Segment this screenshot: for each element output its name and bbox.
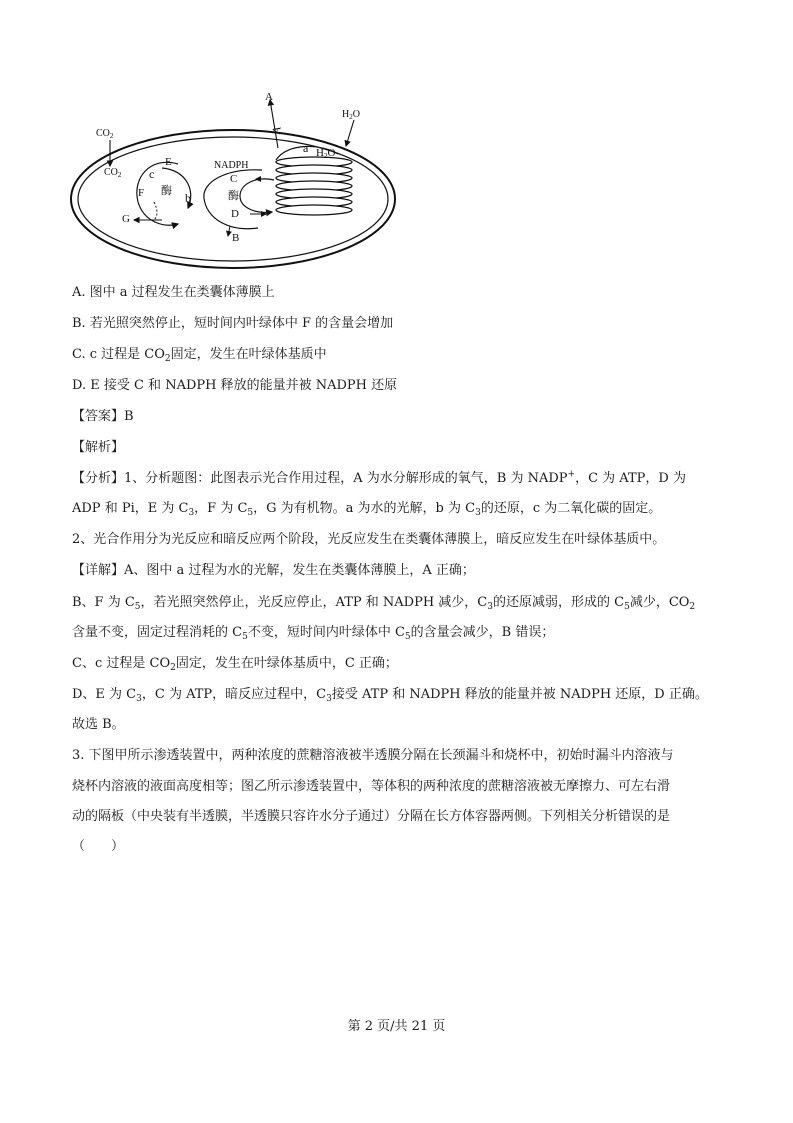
detail-line-4: C、c 过程是 $CO_2$固定，发生在叶绿体基质中，C 正确；: [72, 656, 398, 673]
label-enzyme-1: 酶: [161, 185, 172, 197]
analysis-line-3: 2、光合作用分为光反应和暗反应两个阶段，光反应发生在类囊体薄膜上，暗反应发生在叶绿体基质中。: [72, 532, 666, 547]
option-d: D. E 接受 C 和 NADPH 释放的能量并被 NADPH 还原: [72, 378, 398, 393]
option-b: B. 若光照突然停止，短时间内叶绿体中 F 的含量会增加: [72, 316, 394, 331]
label-c: C: [230, 173, 238, 185]
photosynthesis-diagram: [66, 86, 410, 272]
option-a: A. 图中 a 过程发生在类囊体薄膜上: [72, 285, 275, 300]
label-nadph: NADPH: [214, 160, 249, 171]
option-c: C. c 过程是 $CO_2$固定，发生在叶绿体基质中: [72, 347, 327, 364]
detail-line-1: 【详解】A、图中 a 过程为水的光解，发生在类囊体薄膜上，A 正确；: [72, 563, 475, 578]
label-a-process: a: [303, 141, 309, 155]
analysis-line-1: 【分析】1、分析题图：此图表示光合作用过程，A 为水分解形成的氧气，B 为 NADP+，C 为 ATP，D 为: [72, 469, 686, 486]
detail-line-2: B、F 为 $C_5$，若光照突然停止，光反应停止，ATP 和 NADPH 减少，$C_3$的还原减弱，形成的 $C_5$减少，$CO_2$: [72, 595, 696, 612]
label-e: E: [165, 156, 172, 168]
detail-line-3: 含量不变，固定过程消耗的 $C_5$不变，短时间内叶绿体中 $C_5$的含量会减少，B 错误；: [72, 625, 555, 642]
oxygen-out-arrow: [270, 100, 278, 148]
coupling-arc-inner: [240, 179, 274, 212]
question-3-line-2: 烧杯内溶液的液面高度相等；图乙所示渗透装置中，等体积的两种浓度的蔗糖溶液被无摩擦力、可左右滑: [72, 779, 671, 794]
question-3-line-4: （ ）: [72, 839, 125, 854]
grana-stack: [276, 157, 352, 215]
b-arrow: [228, 226, 230, 236]
label-f: F: [138, 187, 145, 199]
label-c-process: c: [149, 167, 155, 181]
label-g: G: [122, 213, 130, 225]
g-dotted-arrow: [154, 202, 157, 220]
analysis-header: 【解析】: [72, 440, 125, 455]
label-h2o-top: $H_2O$: [342, 109, 360, 121]
question-3-line-3: 动的隔板（中央装有半透膜，半透膜只容许水分子通过）分隔在长方体容器两侧。下列相关分析错误的是: [72, 809, 671, 824]
label-a-mid: A: [270, 125, 284, 136]
answer: 【答案】B: [72, 409, 134, 424]
water-in-arrow: [346, 120, 354, 146]
page-footer: 第 2 页/共 21 页: [347, 1019, 446, 1034]
label-d: D: [231, 208, 239, 220]
label-co2-inner: $CO_2$: [104, 167, 122, 179]
label-b-process: b: [185, 191, 191, 205]
question-3-line-1: 3. 下图甲所示渗透装置中，两种浓度的蔗糖溶液被半透膜分隔在长颈漏斗和烧杯中，初始时漏斗内溶液与: [72, 748, 674, 763]
label-enzyme-2: 酶: [228, 190, 239, 202]
label-h2o-mid: H2O: [316, 147, 336, 160]
analysis-line-2: ADP 和 Pi，E 为 $C_3$，F 为 $C_5$，G 为有机物。a 为水的光解，b 为 $C_3$的还原，c 为二氧化碳的固定。: [72, 501, 662, 518]
label-a-top: A: [265, 91, 273, 103]
label-b: B: [232, 232, 240, 244]
detail-line-5: D、E 为 $C_3$，C 为 ATP，暗反应过程中，$C_3$接受 ATP 和 NADPH 释放的能量并被 NADPH 还原，D 正确。: [72, 687, 708, 704]
detail-line-6: 故选 B。: [72, 717, 125, 732]
label-co2-outer: $CO_2$: [96, 128, 114, 140]
